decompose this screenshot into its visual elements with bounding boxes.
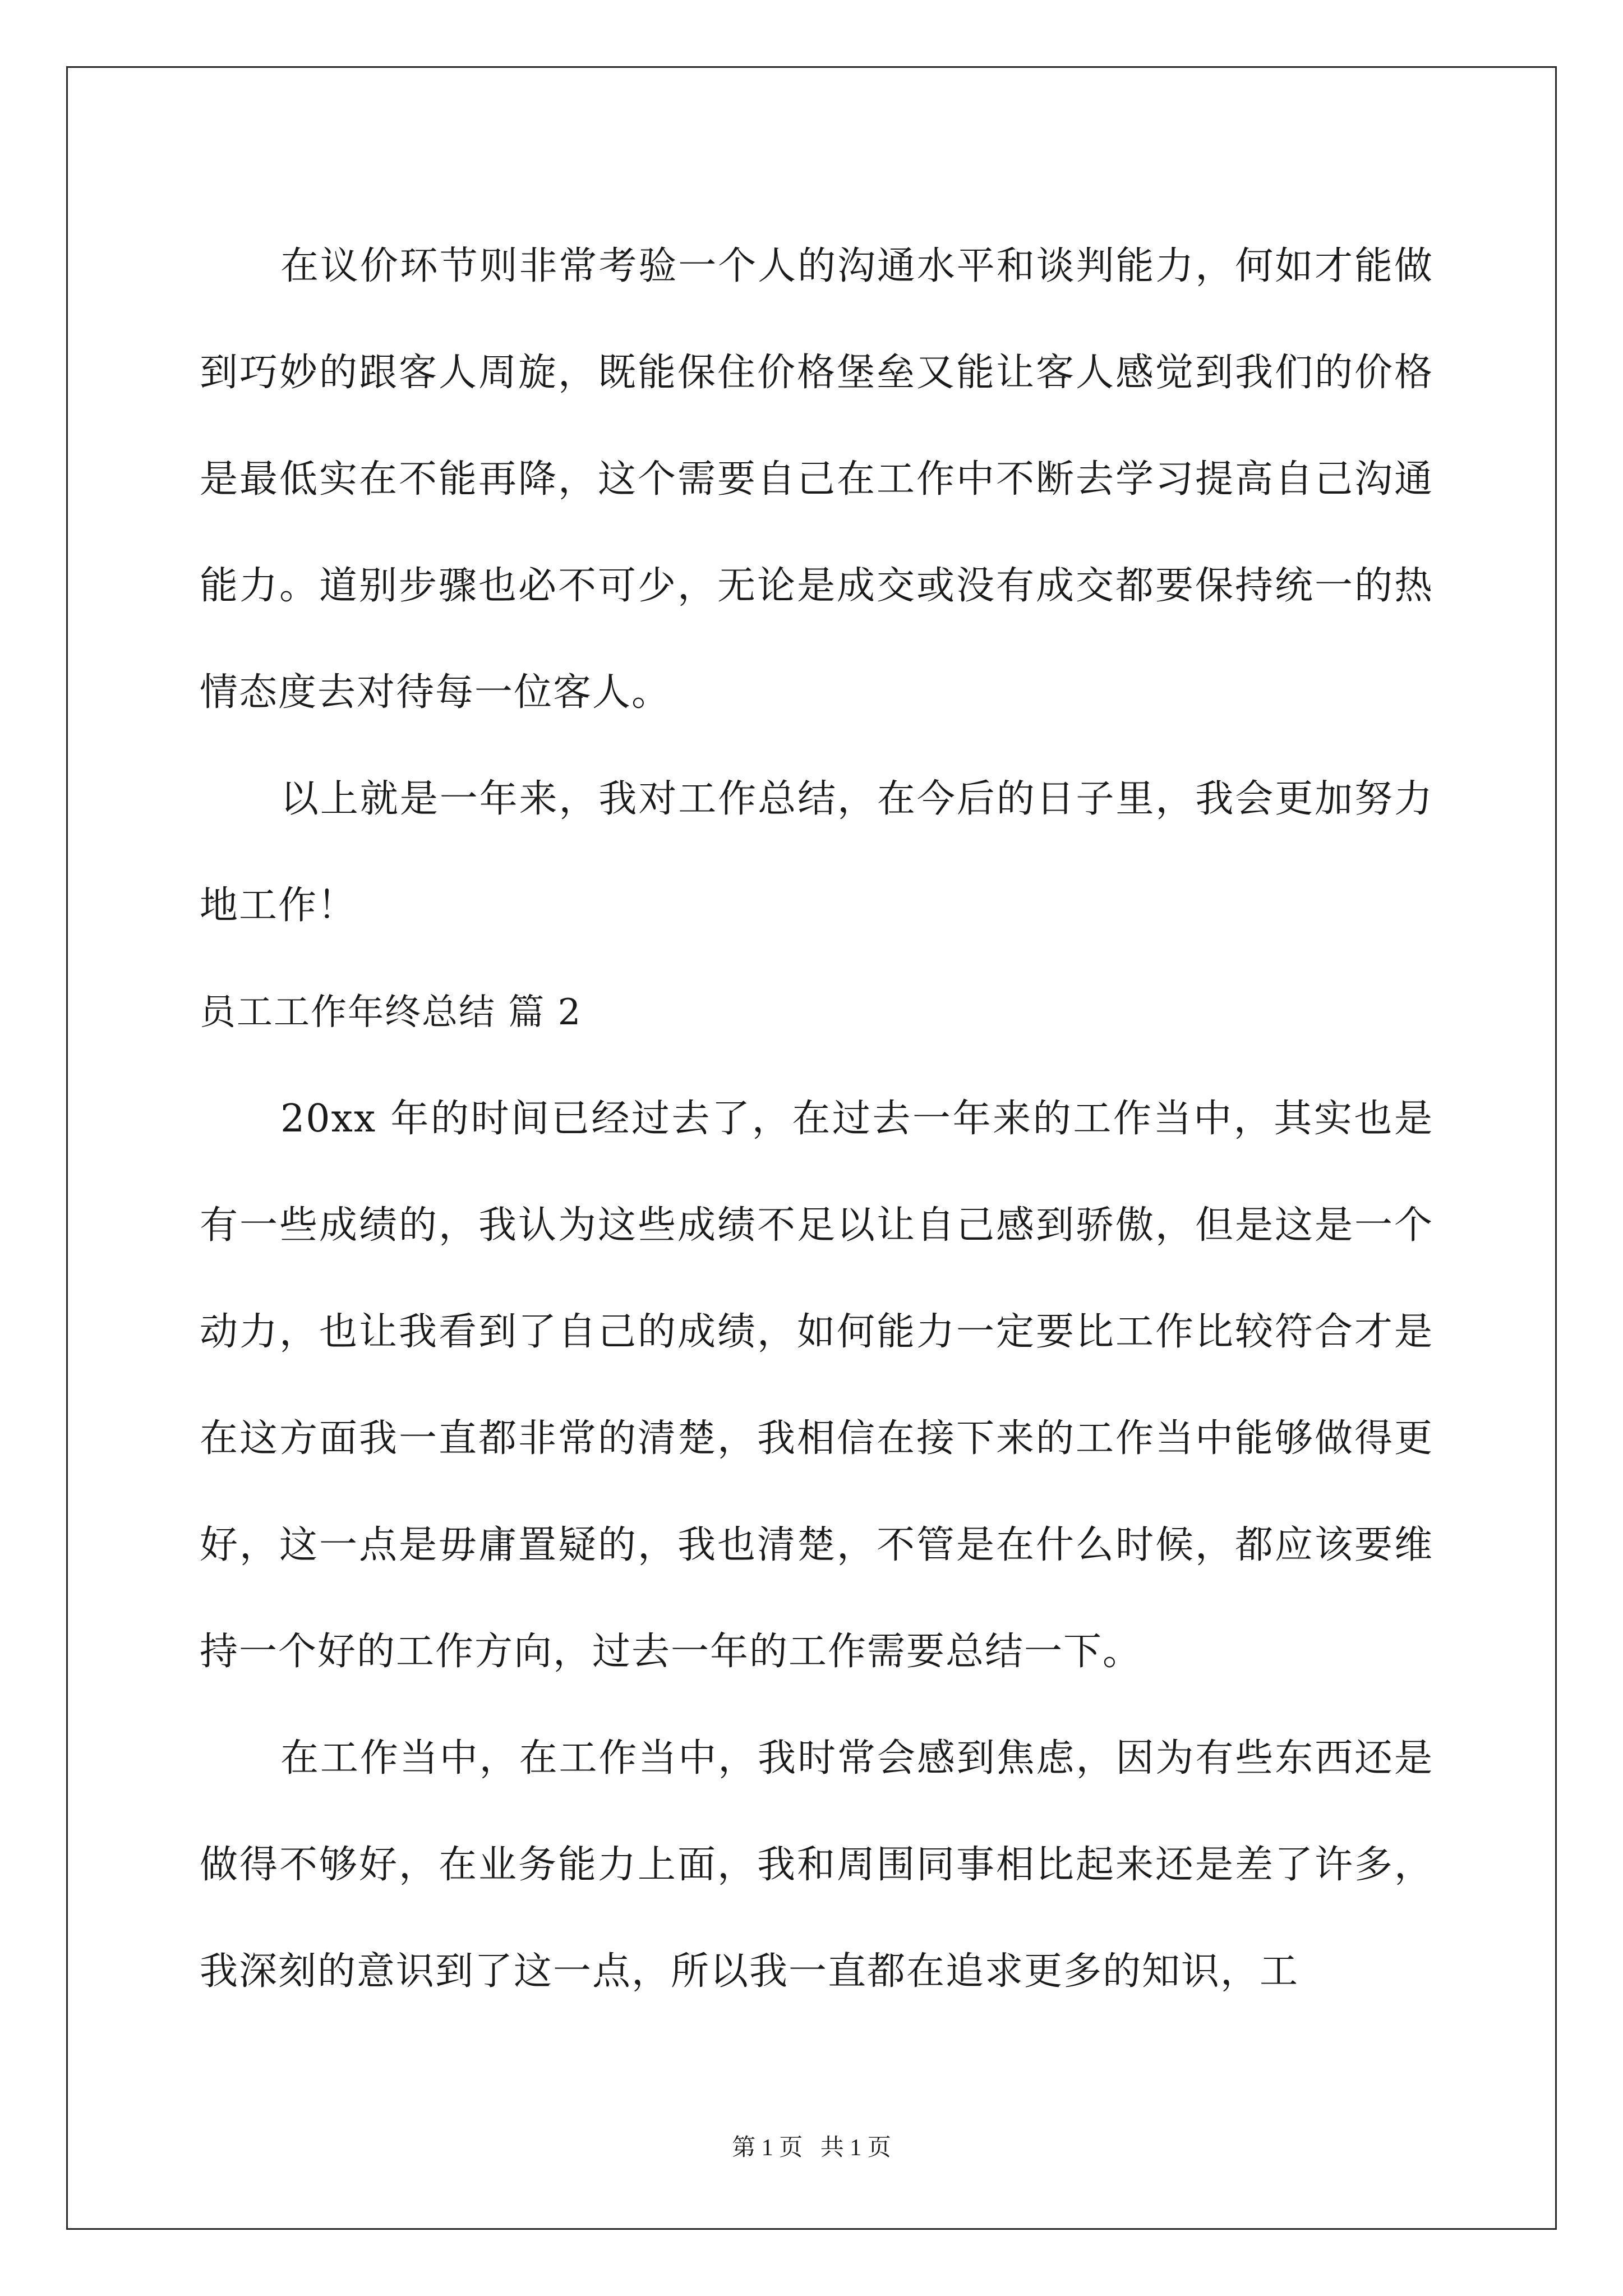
paragraph-year-review: 20xx 年的时间已经过去了，在过去一年来的工作当中，其实也是有一些成绩的，我认为这些成绩不足以让自己感到骄傲，但是这是一个动力，也让我看到了自己的成绩，如何能力一定要比工作比较符合才是在这方面我一直都非常的清楚，我相信在接下来的工作当中能够做得更好，这一点是毋庸置疑的，我也清楚，不管是在什么时候，都应该要维持一个好的工作方向，过去一年的工作需要总结一下。 — [200, 1097, 1433, 1674]
paragraph-conclusion: 以上就是一年来，我对工作总结，在今后的日子里，我会更加努力地工作！ — [200, 777, 1433, 928]
document-body — [200, 213, 1433, 2025]
page-footer: 第 1 页 共 1 页 — [732, 2135, 891, 2161]
paragraph-negotiation: 在议价环节则非常考验一个人的沟通水平和谈判能力，何如才能做到巧妙的跟客人周旋，既能保住价格堡垒又能让客人感觉到我们的价格是最低实在不能再降，这个需要自己在工作中不断去学习提高自己沟通能力。道别步骤也必不可少，无论是成交或没有成交都要保持统一的热情态度去对待每一位客人。 — [200, 244, 1433, 715]
section-heading: 员工工作年终总结 篇 2 — [200, 992, 582, 1033]
paragraph-work-anxiety: 在工作当中，在工作当中，我时常会感到焦虑，因为有些东西还是做得不够好，在业务能力上面，我和周围同事相比起来还是差了许多，我深刻的意识到了这一点，所以我一直都在追求更多的知识，工 — [200, 1736, 1433, 1994]
